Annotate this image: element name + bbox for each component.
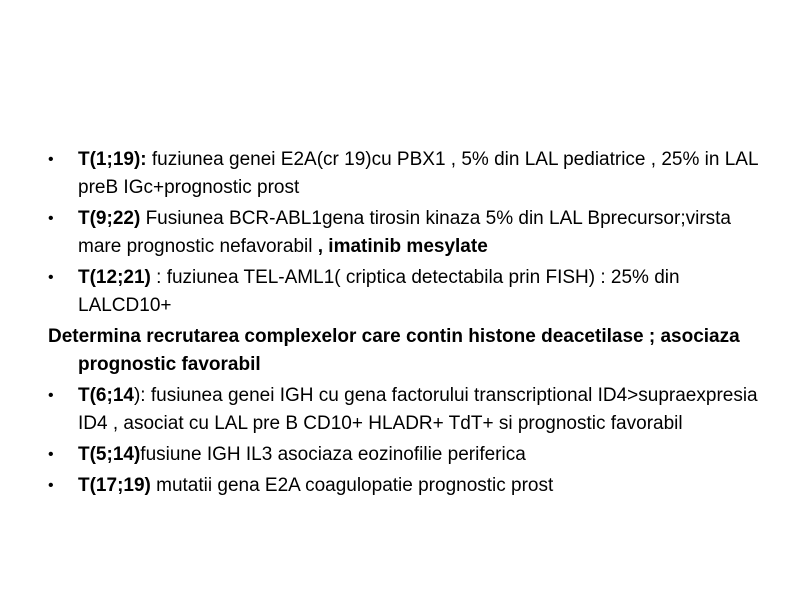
list-item-t5-14: [48, 441, 768, 469]
bullet-icon: •: [48, 477, 54, 494]
slide-content: [48, 146, 768, 503]
translocation-label: T(9;22): [78, 208, 141, 229]
translocation-label: T(12;21): [78, 267, 151, 288]
translocation-label: T(5;14): [78, 444, 141, 465]
bullet-icon: •: [48, 387, 54, 404]
list-item-histone-note: Determina recrutarea complexelor care contin histone deacetilase ; asociaza prognostic favorabil: [48, 326, 740, 375]
item-text: fusiune IGH IL3 asociaza eozinofilie periferica: [140, 444, 526, 465]
list-item-t9-22: [48, 205, 768, 261]
item-text: Fusiunea BCR-ABL1gena tirosin kinaza 5% din LAL Bprecursor;virsta mare prognostic nefavorabil: [78, 208, 731, 257]
list-item-t1-19: [48, 146, 768, 202]
item-text: : fuziunea TEL-AML1( criptica detectabila prin FISH) : 25% din LALCD10+: [78, 267, 680, 316]
list-item-t12-21: [48, 264, 768, 320]
item-text: ): fusiunea genei IGH cu gena factorului transcriptional ID4>supraexpresia ID4 , asociat cu LAL pre B CD10+ HLADR+ TdT+ si prognostic favorabil: [78, 385, 758, 434]
item-bold-tail: , imatinib mesylate: [312, 236, 488, 257]
bullet-icon: •: [48, 446, 54, 463]
translocation-label: T(17;19): [78, 475, 151, 496]
bullet-icon: •: [48, 151, 54, 168]
list-item-t6-14: [48, 382, 768, 438]
list-item-t17-19: [48, 472, 768, 500]
bullet-icon: •: [48, 269, 54, 286]
item-text: fuziunea genei E2A(cr 19)cu PBX1 , 5% din LAL pediatrice , 25% in LAL preB IGc+prognostic prost: [78, 149, 758, 198]
bullet-icon: •: [48, 210, 54, 227]
translocation-label: T(1;19):: [78, 149, 147, 170]
translocation-label: T(6;14: [78, 385, 134, 406]
item-text: mutatii gena E2A coagulopatie prognostic prost: [150, 475, 554, 496]
